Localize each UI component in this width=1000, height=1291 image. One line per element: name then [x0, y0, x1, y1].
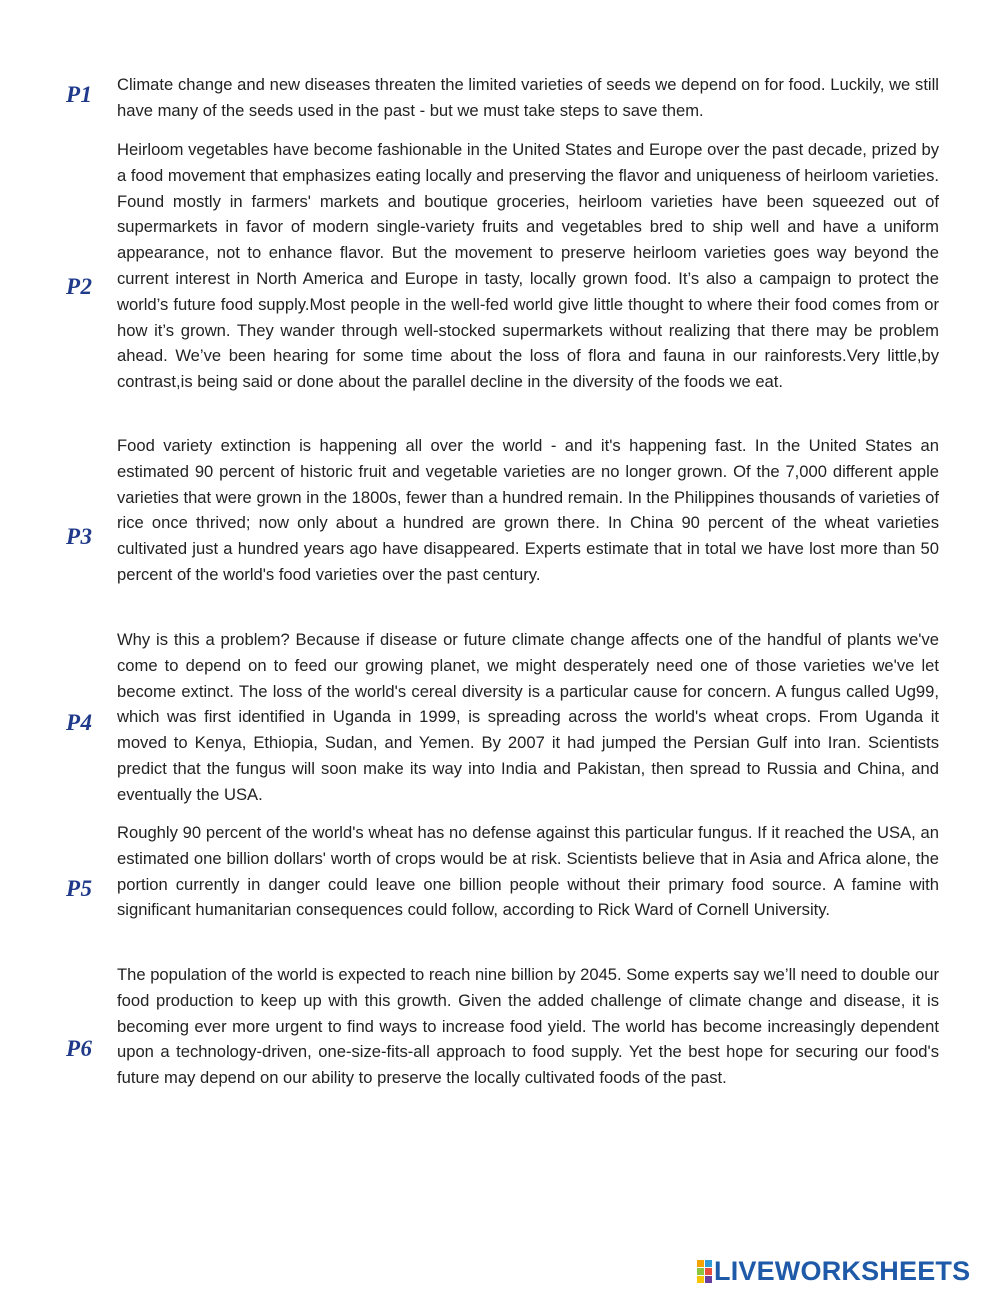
- logo-block: [705, 1260, 712, 1267]
- paragraph-text: Heirloom vegetables have become fashionable in the United States and Europe over the past decade, prized by a food movement that emphasizes eating locally and preserving the flavor and uniqueness of heirloom varieties. Found mostly in farmers' markets and boutique groceries, heirloom varieties have been squeezed out of supermarkets in favor of modern single-variety fruits and vegetables bred to ship well and have a uniform appearance, not to enhance flavor. But the movement to preserve heirloom varieties goes way beyond the current interest in North America and Europe in tasty, locally grown food. It’s also a campaign to protect the world’s future food supply.Most people in the well-fed world give little thought to where their food comes from or how it’s grown. They wander through well-stocked supermarkets without realizing that there may be problem ahead. We’ve been hearing for some time about the loss of flora and fauna in our rainforests.Very little,by contrast,is being said or done about the parallel decline in the diversity of the foods we eat.: [117, 140, 939, 392]
- logo-block: [697, 1276, 704, 1283]
- paragraph-label: P6: [66, 1036, 93, 1061]
- logo-brand-text: LIVEWORKSHEETS: [714, 1255, 971, 1286]
- paragraph-label: P4: [66, 710, 93, 735]
- logo-block: [697, 1260, 704, 1267]
- logo-block: [697, 1268, 704, 1275]
- paragraph-label: P1: [66, 82, 93, 107]
- paragraph-label: P5: [66, 876, 93, 901]
- liveworksheets-logo[interactable]: [697, 1257, 970, 1285]
- logo-blocks-icon: [697, 1260, 712, 1283]
- paragraph-text: Why is this a problem? Because if disease or future climate change affects one of the handful of plants we've come to depend on to feed our growing planet, we might desperately need one of those varieties we've let become extinct. The loss of the world's cereal diversity is a particular cause for concern. A fungus called Ug99, which was first identified in Uganda in 1999, is spreading across the world's wheat crops. From Uganda it moved to Kenya, Ethiopia, Sudan, and Yemen. By 2007 it had jumped the Persian Gulf into Iran. Scientists predict that the fungus will soon make its way into India and Pakistan, then spread to Russia and China, and eventually the USA.: [117, 630, 939, 804]
- paragraph-text: Roughly 90 percent of the world's wheat has no defense against this particular fungus. If it reached the USA, an estimated one billion dollars' worth of crops would be at risk. Scientists believe that in Asia and Africa alone, the portion currently in danger could leave one billion people without their primary food source. A famine with significant humanitarian consequences could follow, according to Rick Ward of Cornell University.: [117, 823, 939, 920]
- paragraph-label: P2: [66, 274, 93, 299]
- paragraph-label: P3: [66, 524, 93, 549]
- paragraph-text: The population of the world is expected to reach nine billion by 2045. Some experts say we’ll need to double our food production to keep up with this growth. Given the added challenge of climate change and disease, it is becoming ever more urgent to find ways to increase food yield. The world has become increasingly dependent upon a technology-driven, one-size-fits-all approach to food supply. Yet the best hope for securing our food's future may depend on our ability to preserve the locally cultivated foods of the past.: [117, 965, 939, 1088]
- paragraph-text: Food variety extinction is happening all over the world - and it's happening fast. In the United States an estimated 90 percent of historic fruit and vegetable varieties are no longer grown. Of the 7,000 different apple varieties that were grown in the 1800s, fewer than a hundred remain. In the Philippines thousands of varieties of rice once thrived; now only about a hundred are grown there. In China 90 percent of the wheat varieties cultivated just a hundred years ago have disappeared. Experts estimate that in total we have lost more than 50 percent of the world's food varieties over the past century.: [117, 436, 939, 584]
- logo-block: [705, 1276, 712, 1283]
- paragraph-text: Climate change and new diseases threaten the limited varieties of seeds we depend on for food. Luckily, we still have many of the seeds used in the past - but we must take steps to save them.: [117, 75, 939, 120]
- logo-block: [705, 1268, 712, 1275]
